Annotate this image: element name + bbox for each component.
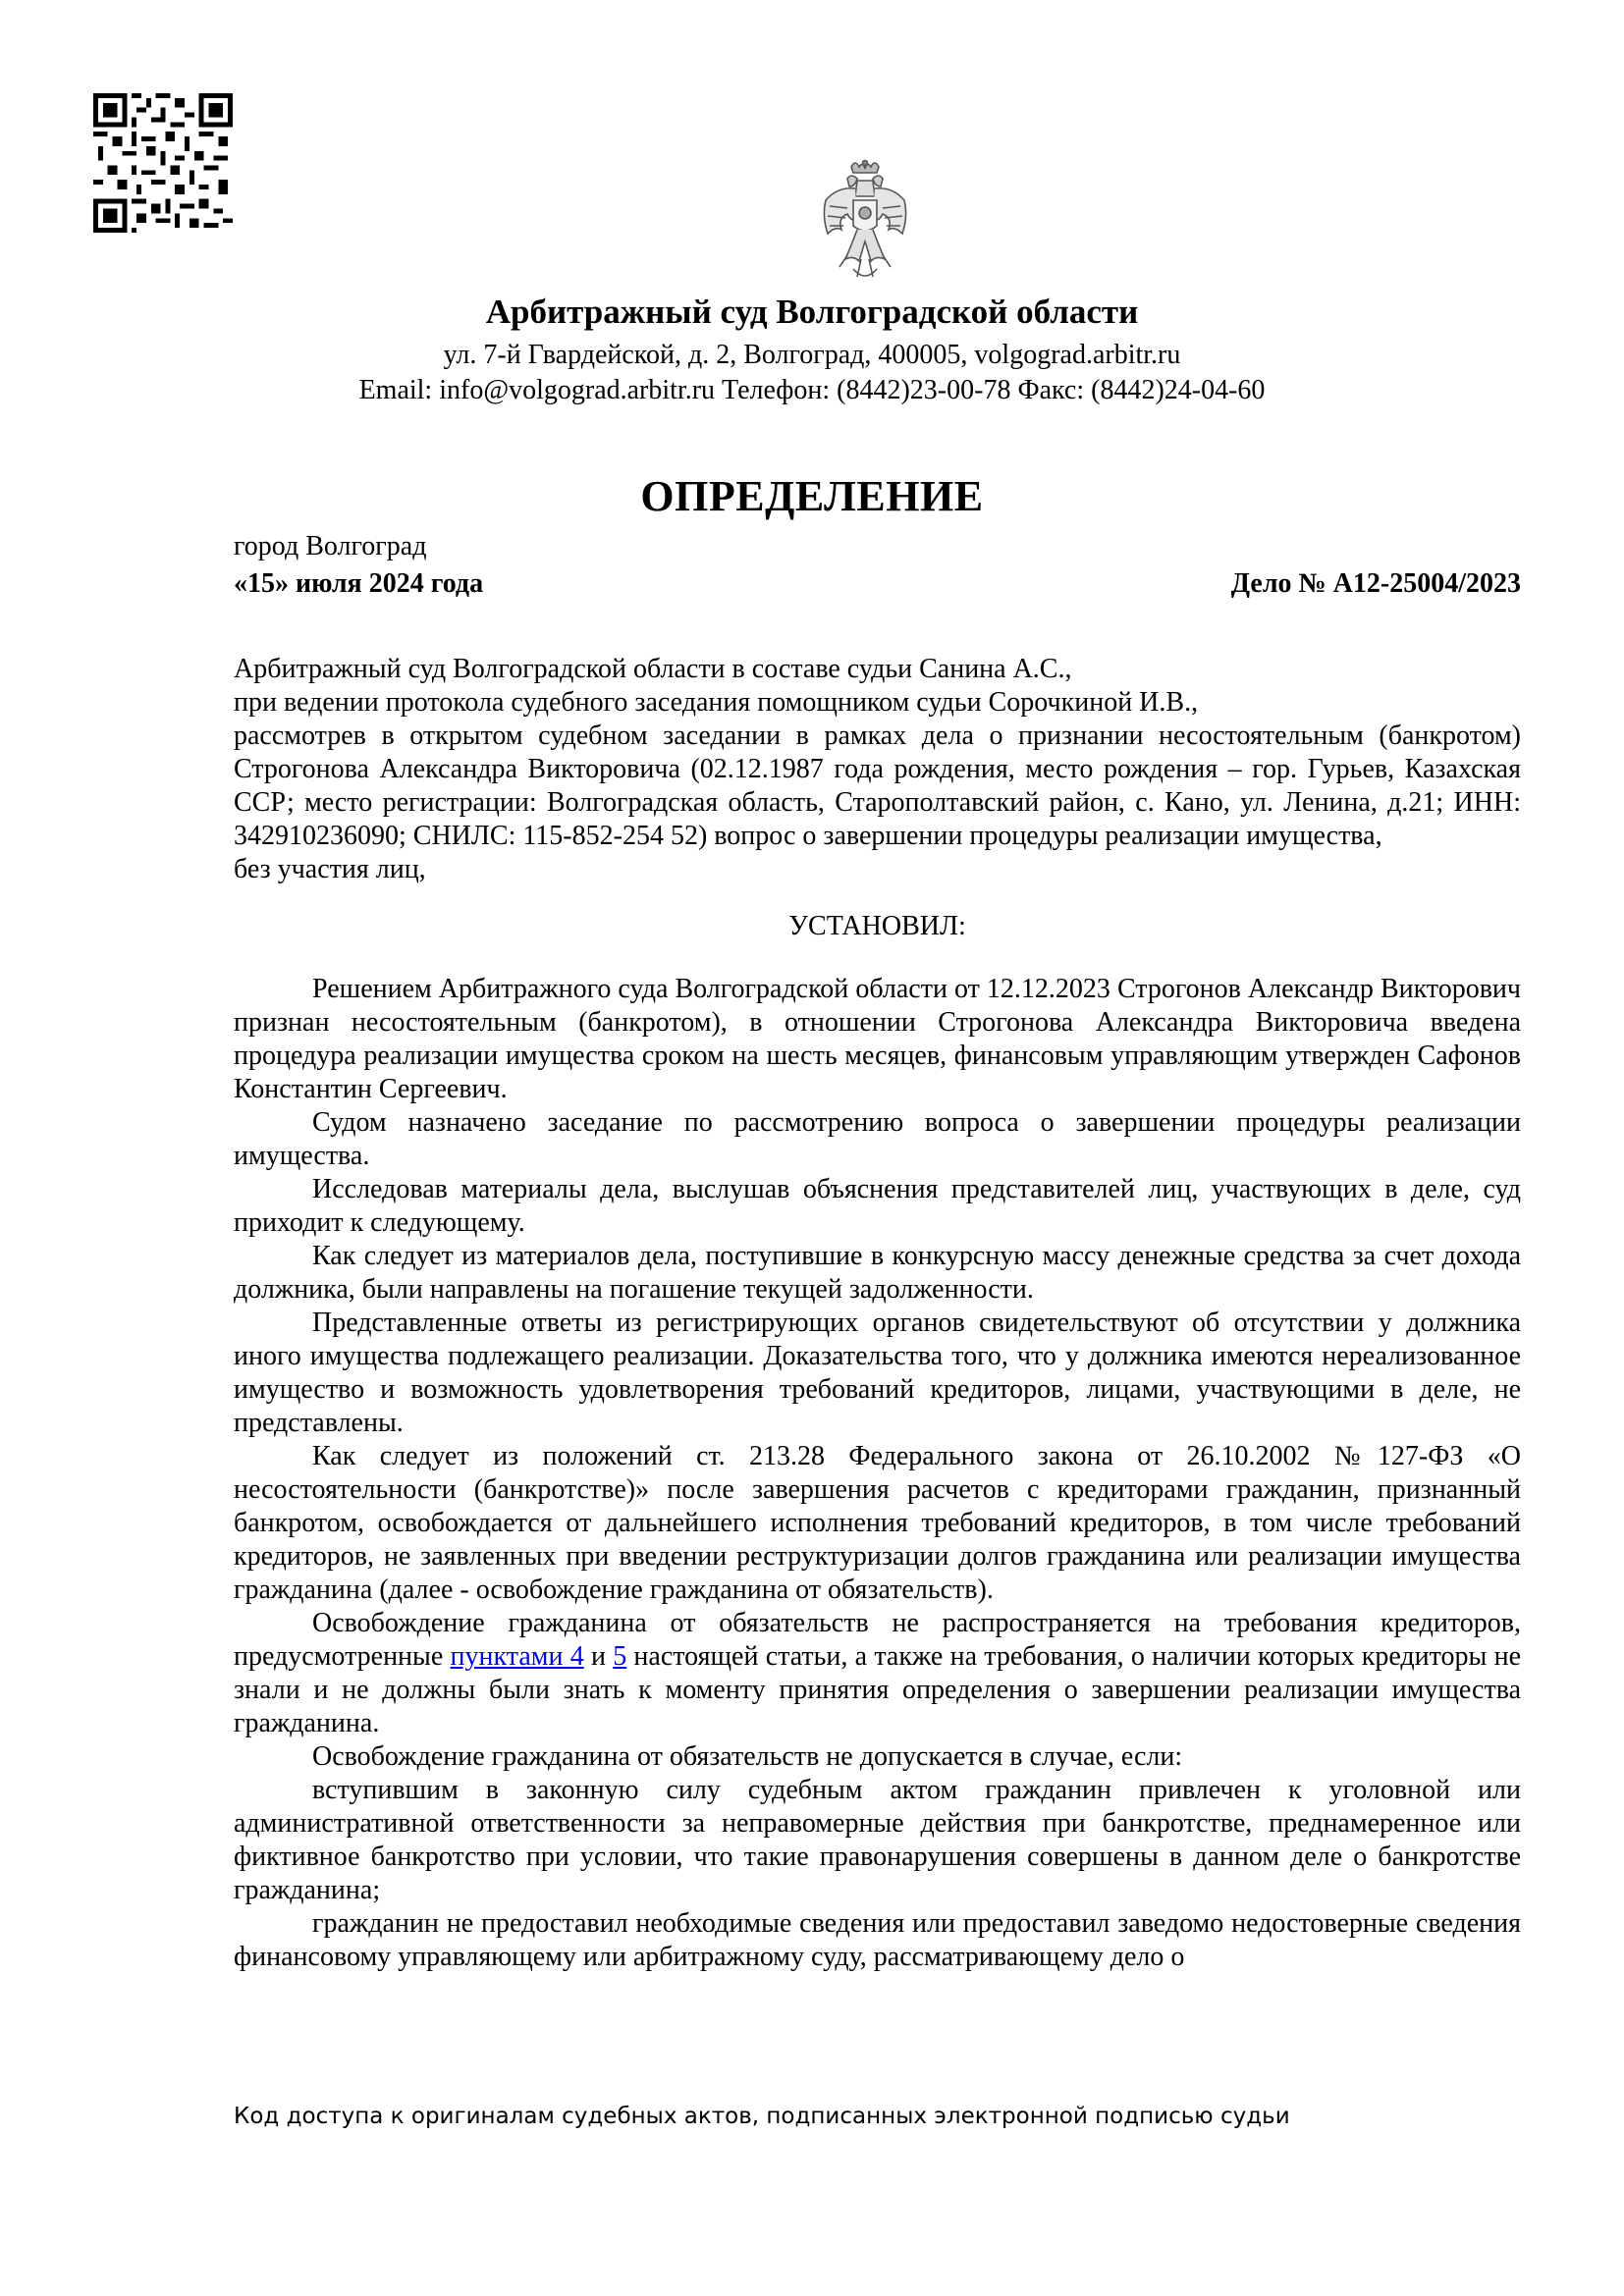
- document-body: [234, 653, 1521, 1974]
- body-paragraph: Как следует из материалов дела, поступившие в конкурсную массу денежные средства за счет дохода должника, были направлены на погашение текущей задолженности.: [234, 1241, 1521, 1305]
- body-paragraph: Как следует из положений ст. 213.28 Федерального закона от 26.10.2002 №127-ФЗ «О несостоятельности (банкротстве)» после завершения расчетов с кредиторами гражданин, признанный банкротом, освобождается от дальнейшего исполнения требований кредиторов, в том числе требований кредиторов, не заявленных при введении реструктуризации долгов гражданина или реализации имущества гражданина (далее - освобождение гражданина от обязательств).: [234, 1441, 1521, 1605]
- court-address: ул. 7-й Гвардейской, д. 2, Волгоград, 400005, volgograd.arbitr.ru: [443, 340, 1181, 370]
- qr-code-icon: [93, 93, 233, 233]
- paragraph-text: и: [583, 1641, 614, 1672]
- document-title: ОПРЕДЕЛЕНИЕ: [640, 472, 984, 520]
- body-paragraph: вступившим в законную силу судебным актом гражданин привлечен к уголовной или административной ответственности за неправомерные действия при банкротстве, преднамеренное или фиктивное банкротство при условии, что такие правонарушения совершены в данном деле о банкротстве гражданина;: [234, 1775, 1521, 1905]
- body-paragraph: Решением Арбитражного суда Волгоградской области от 12.12.2023 Строгонов Александр Викторович признан несостоятельным (банкротом), в отношении Строгонова Александра Викторовича введена процедура реализации имущества сроком на шесть месяцев, финансовым управляющим утвержден Сафонов Константин Сергеевич.: [234, 974, 1521, 1104]
- document-city: город Волгоград: [234, 531, 427, 561]
- intro-line: при ведении протокола судебного заседания помощником судьи Сорочкиной И.В.,: [234, 687, 1199, 718]
- intro-line: без участия лиц,: [234, 854, 426, 884]
- body-paragraph: Судом назначено заседание по рассмотрению вопроса о завершении процедуры реализации имущества.: [234, 1107, 1521, 1171]
- paragraph-text: Освобождение гражданина от обязательств не распространяется на требования кредиторов, предусмотренные: [234, 1608, 1521, 1672]
- body-paragraph: гражданин не предоставил необходимые сведения или предоставил заведомо недостоверные сведения финансовому управляющему или арбитражному суду, рассматривающему дело о: [234, 1908, 1521, 1972]
- body-paragraph-with-links: [234, 1607, 1521, 1740]
- access-code-footer: Код доступа к оригиналам судебных актов, подписанных электронной подписью судьи: [234, 2104, 1290, 2129]
- document-date: «15» июля 2024 года: [234, 568, 484, 599]
- case-number: Дело № А12-25004/2023: [1230, 568, 1521, 599]
- body-paragraph: Освобождение гражданина от обязательств не допускается в случае, если:: [312, 1741, 1183, 1772]
- court-name: Арбитражный суд Волгоградской области: [485, 293, 1139, 331]
- body-paragraph: Исследовав материалы дела, выслушав объяснения представителей лиц, участвующих в деле, суд приходит к следующему.: [234, 1174, 1521, 1238]
- body-paragraph: Представленные ответы из регистрирующих органов свидетельствуют об отсутствии у должника иного имущества подлежащего реализации. Доказательства того, что у должника имеются нереализованное имущество и возможность удовлетворения требований кредиторов, лицами, участвующими в деле, не представлены.: [234, 1308, 1521, 1438]
- established-heading: УСТАНОВИЛ:: [788, 911, 966, 941]
- intro-line: Арбитражный суд Волгоградской области в составе судьи Санина А.С.,: [234, 654, 1072, 684]
- coat-of-arms-icon: [818, 157, 912, 285]
- paragraph-text: настоящей статьи, а также на требования, о наличии которых кредиторы не знали и не должны были знать к моменту принятия определения о завершении реализации имущества гражданина.: [234, 1641, 1522, 1738]
- link-points-4[interactable]: пунктами 4: [450, 1641, 584, 1672]
- link-point-5[interactable]: 5: [613, 1641, 627, 1672]
- intro-paragraph: рассмотрев в открытом судебном заседании в рамках дела о признании несостоятельным (банкротом) Строгонова Александра Викторовича (02.12.1987 года рождения, место рождения – гор. Гурьев, Казахская ССР; место регистрации: Волгоградская область, Старополтавский район, с. Кано, ул. Ленина, д.21; ИНН: 342910236090; СНИЛС: 115-852-254 52) вопрос о завершении процедуры реализации имущества,: [234, 721, 1521, 851]
- court-contacts: Email: info@volgograd.arbitr.ru Телефон: (8442)23-00-78 Факс: (8442)24-04-60: [358, 375, 1266, 405]
